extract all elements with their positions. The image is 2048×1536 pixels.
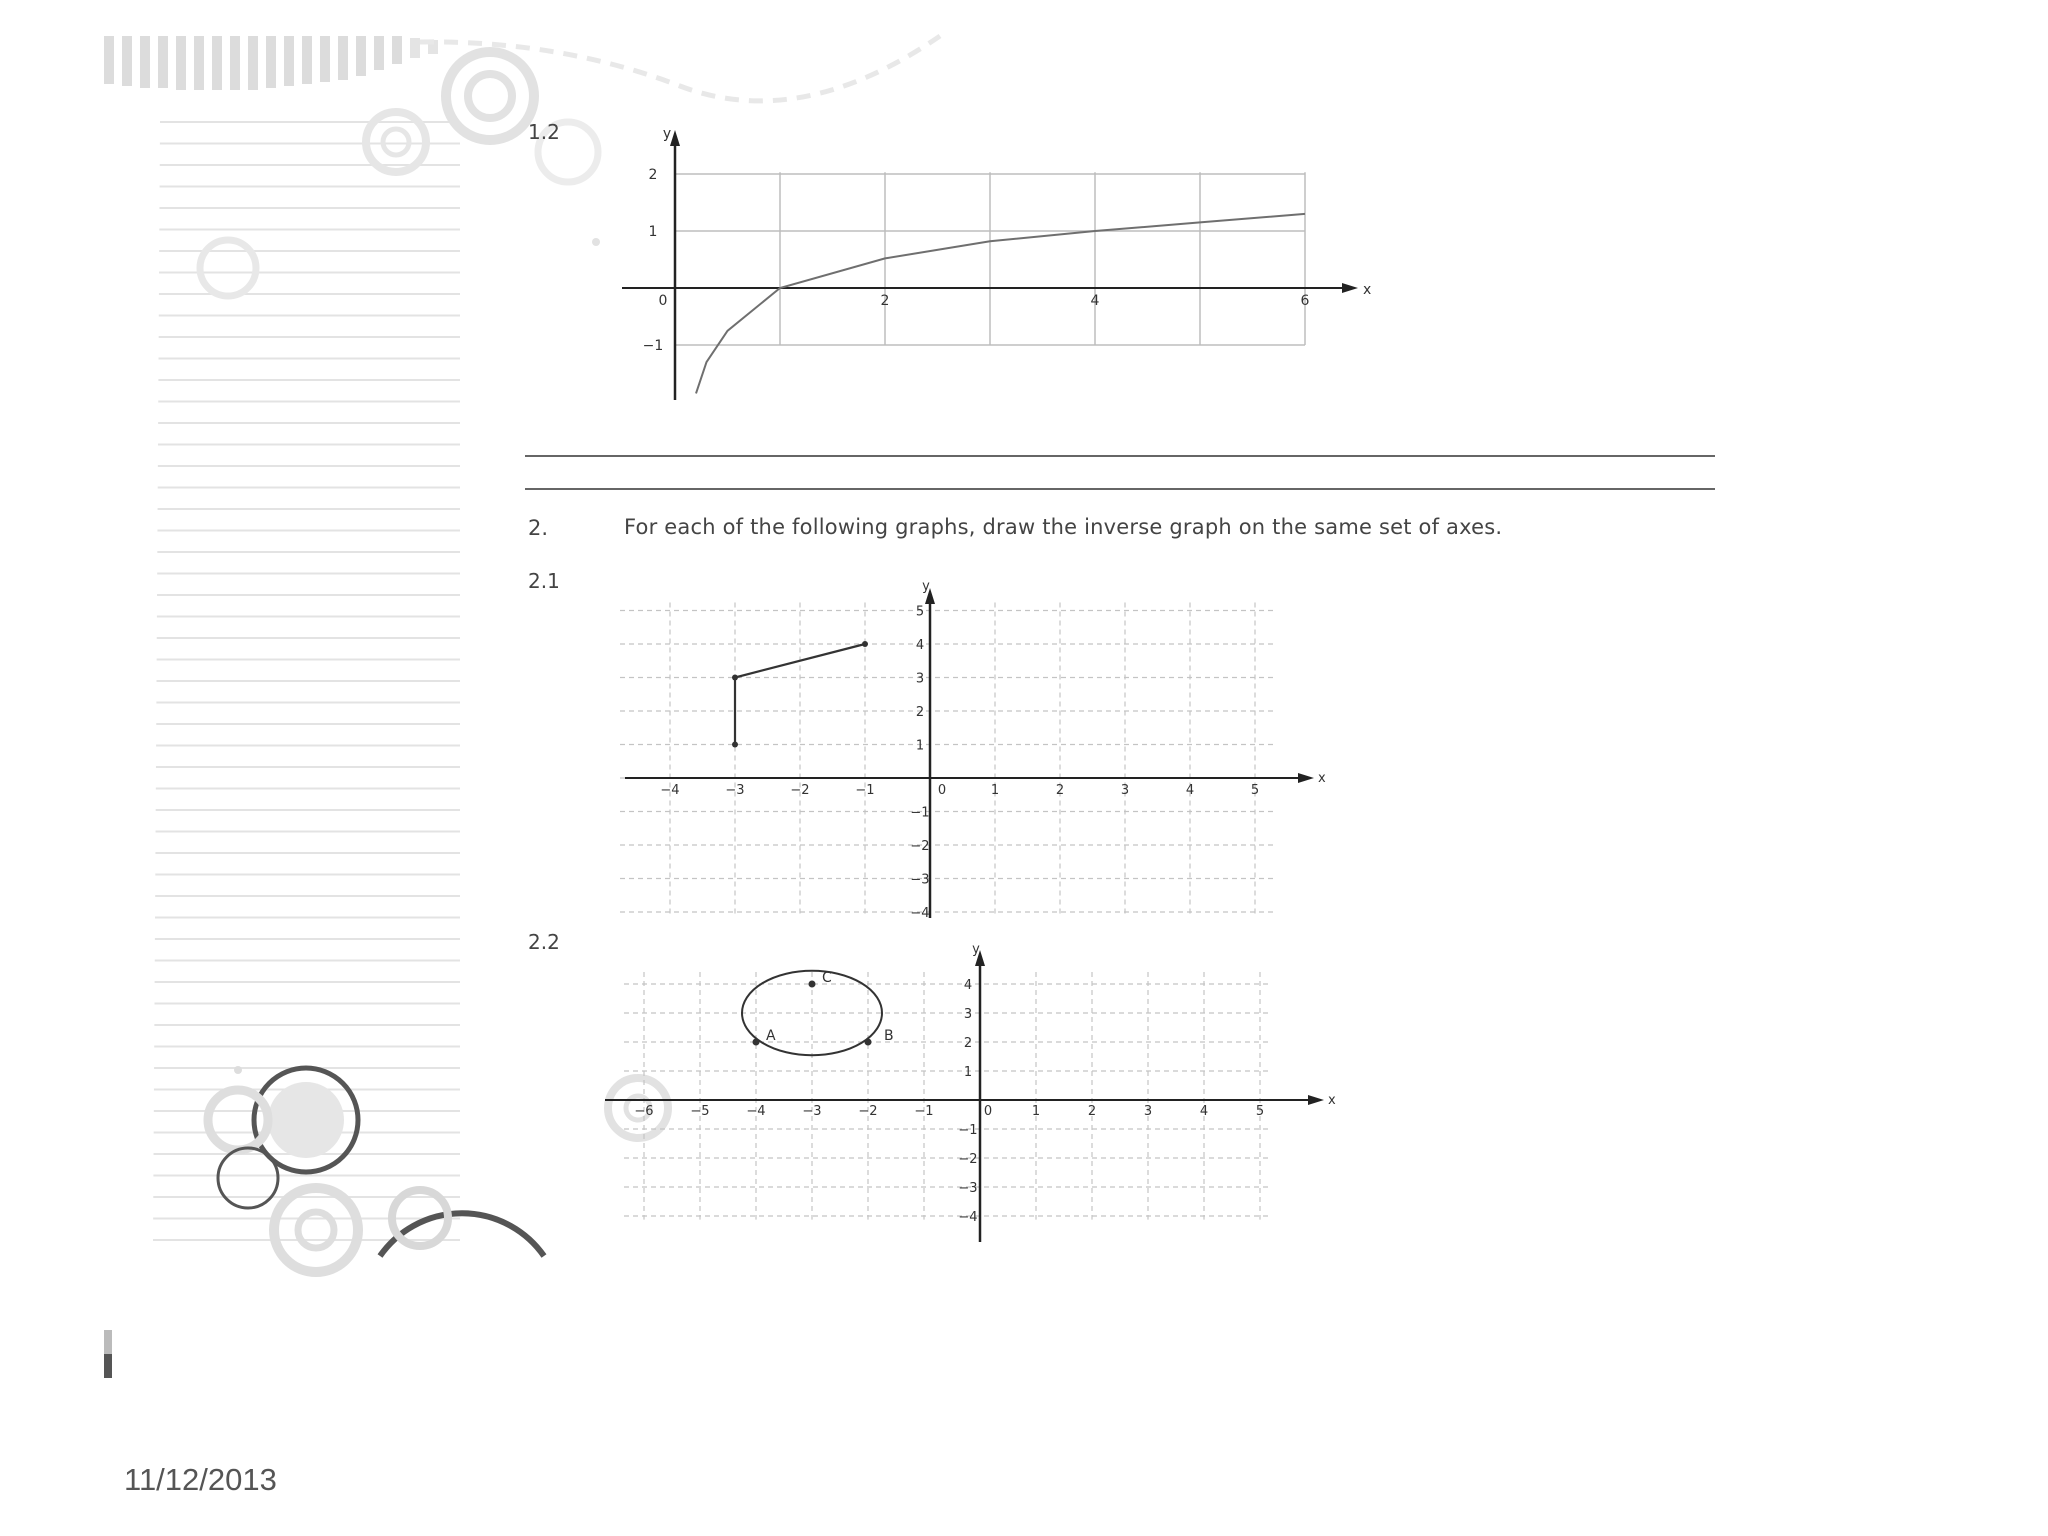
x-tick-label: −1 <box>914 1104 934 1119</box>
x-axis-label: x <box>1363 282 1372 298</box>
y-tick-label: 1 <box>915 738 925 754</box>
x-tick-label: 5 <box>1250 783 1260 798</box>
y-tick-label: −2 <box>910 839 930 854</box>
y-tick-label: 4 <box>915 638 925 653</box>
y-tick-label: −2 <box>958 1152 978 1167</box>
section-1-2-label: 1.2 <box>528 120 560 144</box>
point-label-c: C <box>822 970 832 986</box>
x-tick-label: −5 <box>690 1104 710 1119</box>
section-2-1-label: 2.1 <box>528 569 560 593</box>
x-tick-label: −3 <box>725 783 745 798</box>
x-tick-label: 1 <box>990 783 1000 798</box>
y-tick-label: 3 <box>915 671 925 687</box>
x-tick-label: 2 <box>1055 783 1065 798</box>
question-2-number: 2. <box>528 516 549 540</box>
x-tick-label: −2 <box>858 1104 878 1119</box>
y-tick-label: −3 <box>910 872 930 888</box>
question-2-text: For each of the following graphs, draw the inverse graph on the same set of axes. <box>624 515 1503 539</box>
point-label-b: B <box>884 1028 894 1044</box>
y-axis-label: y <box>922 579 930 594</box>
x-tick-label: −4 <box>746 1104 766 1119</box>
x-tick-label: 5 <box>1255 1104 1265 1119</box>
x-tick-label: −1 <box>855 783 875 798</box>
y-axis-label: y <box>972 942 980 957</box>
y-tick-label: 4 <box>963 978 973 993</box>
y-tick-label: 2 <box>915 705 925 720</box>
y-tick-label: 1 <box>648 224 658 240</box>
y-tick-label: −3 <box>958 1181 978 1196</box>
x-tick-label: 1 <box>1031 1104 1041 1119</box>
x-axis-label: x <box>1318 771 1326 786</box>
x-tick-label: 4 <box>1090 293 1100 309</box>
y-tick-label: −4 <box>910 906 930 921</box>
x-tick-label: −2 <box>790 783 810 798</box>
y-tick-label: 1 <box>963 1065 973 1080</box>
slide-date: 11/12/2013 <box>124 1462 277 1497</box>
x-tick-label: 0 <box>983 1104 993 1119</box>
point-c <box>809 981 816 988</box>
x-tick-label: 4 <box>1185 783 1195 798</box>
y-axis-label: y <box>662 126 672 142</box>
section-2-2-label: 2.2 <box>528 930 560 954</box>
x-axis-label: x <box>1328 1093 1336 1108</box>
x-tick-label: 2 <box>1087 1104 1097 1119</box>
y-tick-label: 5 <box>915 604 925 620</box>
y-tick-label: 2 <box>648 167 658 183</box>
y-tick-label: 2 <box>963 1036 973 1051</box>
y-tick-label: 3 <box>963 1007 973 1022</box>
point-a <box>753 1039 760 1046</box>
point-b <box>865 1039 872 1046</box>
point-label-a: A <box>766 1028 776 1044</box>
y-tick-label: −1 <box>642 338 664 354</box>
x-tick-label: 4 <box>1199 1104 1209 1119</box>
x-tick-label: 2 <box>880 293 890 309</box>
x-tick-label: 0 <box>658 293 668 309</box>
x-tick-label: 3 <box>1143 1104 1153 1119</box>
x-tick-label: 0 <box>937 783 947 798</box>
x-axis-arrow <box>1308 1095 1324 1105</box>
y-tick-label: −1 <box>910 805 930 821</box>
x-tick-label: 6 <box>1300 293 1310 309</box>
y-tick-label: −1 <box>958 1123 978 1138</box>
x-tick-label: −3 <box>802 1104 822 1119</box>
x-tick-label: 3 <box>1120 783 1130 798</box>
y-tick-label: −4 <box>958 1210 978 1225</box>
x-tick-label: −4 <box>660 783 680 798</box>
x-tick-label: −6 <box>634 1104 654 1119</box>
